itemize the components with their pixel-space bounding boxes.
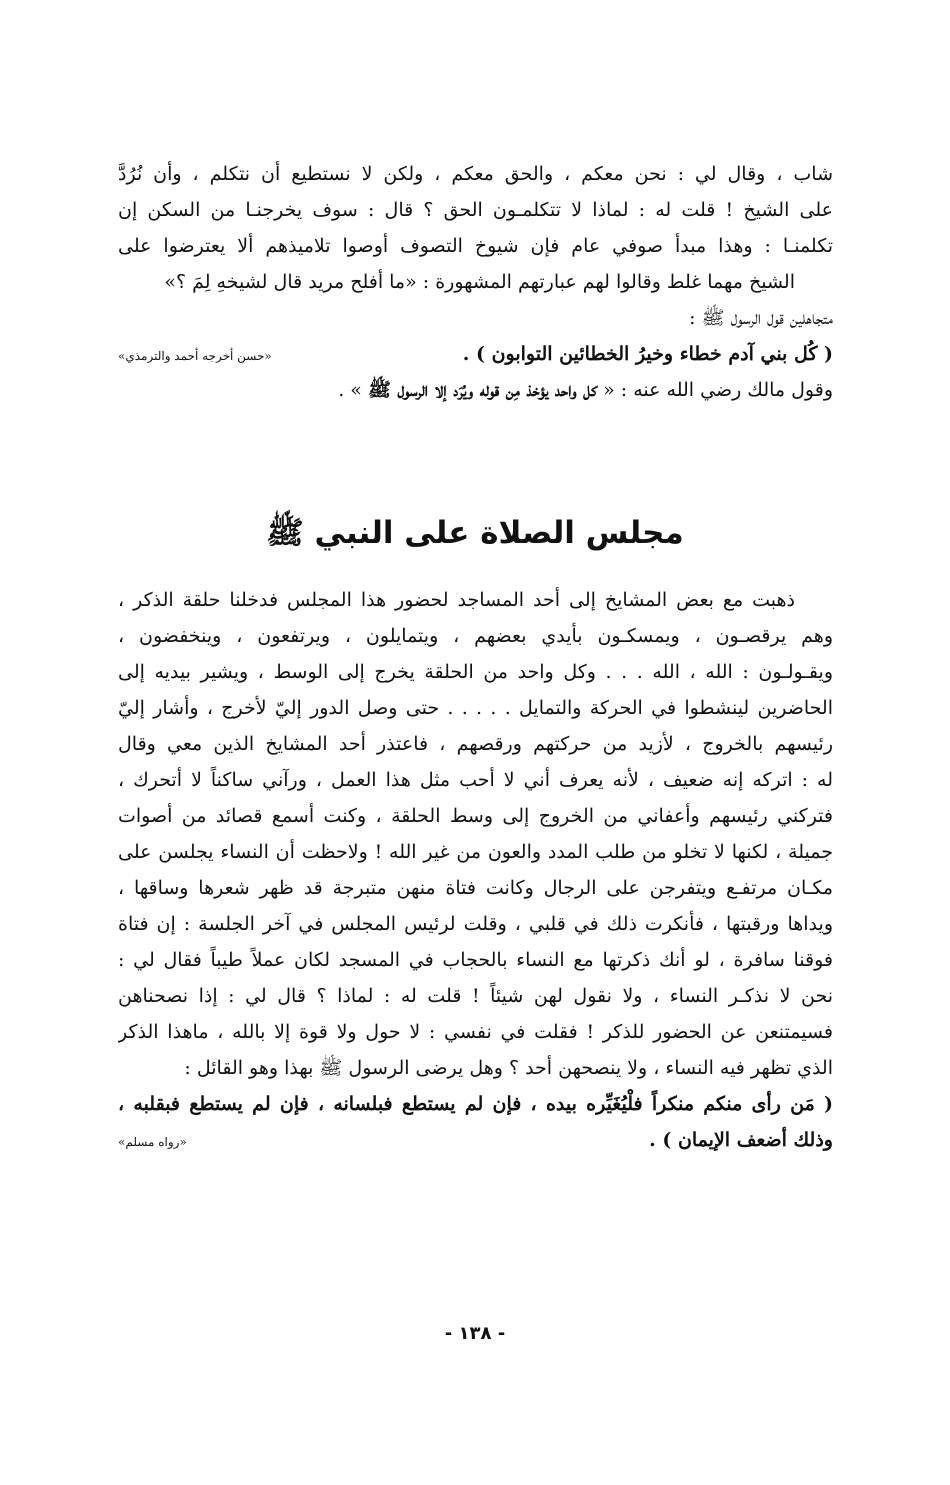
hadith-1-text: ( كُل بني آدم خطاء وخيرُ الخطائين التوابون ) . [462,343,833,365]
section-heading: مجلس الصلاة على النبي ﷺ [266,515,684,551]
hadith-2-line-2 [118,1122,833,1158]
malik-quote-text: كل واحد يؤخذ مِن قوله ويُرَد إلا الرسول ﷺ [367,379,598,401]
section-2-text [118,582,833,1158]
paragraph-line: الشيخ مهما غلط وقالوا لهم عبارتهم المشهورة : «ما أفلح مريد قال لشيخهِ لِمَ ؟» [164,271,795,293]
paragraph-line: فوقنا سافرة ، لو أنك ذكرتها مع النساء بالحجاب في المسجد لكان عملاً طيباً فقال لي : [118,949,833,971]
hadith-1 [118,336,833,372]
paragraph-line: مكـان مرتفـع ويتفرجن على الرجال وكانت فتاة منهن متبرجة قد ظهر شعرها وساقها ، [118,877,833,899]
paragraph-line: رئيسهم بالخروج ، لأزيد من حركتهم ورقصهم ، فاعتذر أحد المشايخ الذين معي وقال [118,733,833,755]
hadith-2-line-1: ( مَن رأى منكم منكراً فلْيُغَيِّره بيده ، فإن لم يستطع فبلسانه ، فإن لم يستطع فبقلبه ، [118,1093,833,1115]
hadith-2-source: «رواه مسلم» [118,1135,187,1149]
paragraph-line: فتركني رئيسهم وأعفاني من الخروج إلى وسط الحلقة ، وكنت أسمع قصائد من أصوات [118,805,833,827]
malik-quote-prefix: وقول مالك رضي الله عنه : « [603,379,833,401]
hadith-1-source: «حسن أخرجه أحمد والترمذي» [118,349,272,363]
hadith-2-text: وذلك أضعف الإيمان ) . [649,1129,833,1151]
paragraph-line: تكلمنـا : وهذا مبدأ صوفي عام فإن شيوخ التصوف أوصوا تلاميذهم ألا يعترضوا على [118,235,833,257]
paragraph-line: نحن لا نذكـر النساء ، ولا نقول لهن شيئاً ! قلت له : لماذا ؟ قال لي : إذا نصحناهن [118,985,833,1007]
paragraph-line: ويداها ورقبتها ، فأنكرت ذلك في قلبي ، وقلت لرئيس المجلس في آخر الجلسة : إن فتاة [118,913,833,935]
paragraph-line: الذي تظهر فيه النساء ، ولا ينصحهن أحد ؟ وهل يرضى الرسول ﷺ بهذا وهو القائل : [184,1057,833,1079]
section-1-text [118,156,833,408]
paragraph-line: فسيمتنعن عن الحضور للذكر ! فقلت في نفسي : لا حول ولا قوة إلا بالله ، ماهذا الذكر [118,1021,833,1043]
malik-quote-suffix: » . [338,379,362,401]
paragraph-line: الحاضرين لينشطوا في الحركة والتمايل . . . . . حتى وصل الدور إليّ لأخرج ، وأشار إليّ [118,697,833,719]
paragraph-line: على الشيخ ! قلت له : لماذا لا تتكلمـون الحق ؟ قال : سوف يخرجنـا من السكن إن [118,199,833,221]
page-number: - ١٣٨ - [444,1323,506,1344]
paragraph-line: جميلة ، لكنها لا تخلو من طلب المدد والعون من غير الله ! ولاحظت أن النساء يجلسن على [118,841,833,863]
paragraph-line: شاب ، وقال لي : نحن معكم ، والحق معكم ، ولكن لا نستطيع أن نتكلم ، وأن نُرُدَّ [118,163,833,185]
malik-quote [118,372,833,408]
paragraph-line: ذهبت مع بعض المشايخ إلى أحد المساجد لحضور هذا المجلس فدخلنا حلقة الذكر ، [118,589,795,611]
paragraph-line: له : اتركه إنه ضعيف ، لأنه يعرف أني لا أحب مثل هذا العمل ، ورآني ساكناً لا أتحرك ، [118,769,833,791]
paragraph-line: متجاهلين قول الرسول ﷺ : [689,307,833,329]
paragraph-line: وهم يرقصـون ، ويمسكـون بأيدي بعضهم ، ويتمايلون ، ويرتفعون ، وينخفضون ، [118,625,833,647]
paragraph-line: ويقـولـون : الله ، الله . . . وكل واحد من الحلقة يخرج إلى الوسط ، ويشير بيديه إلى [118,661,833,683]
